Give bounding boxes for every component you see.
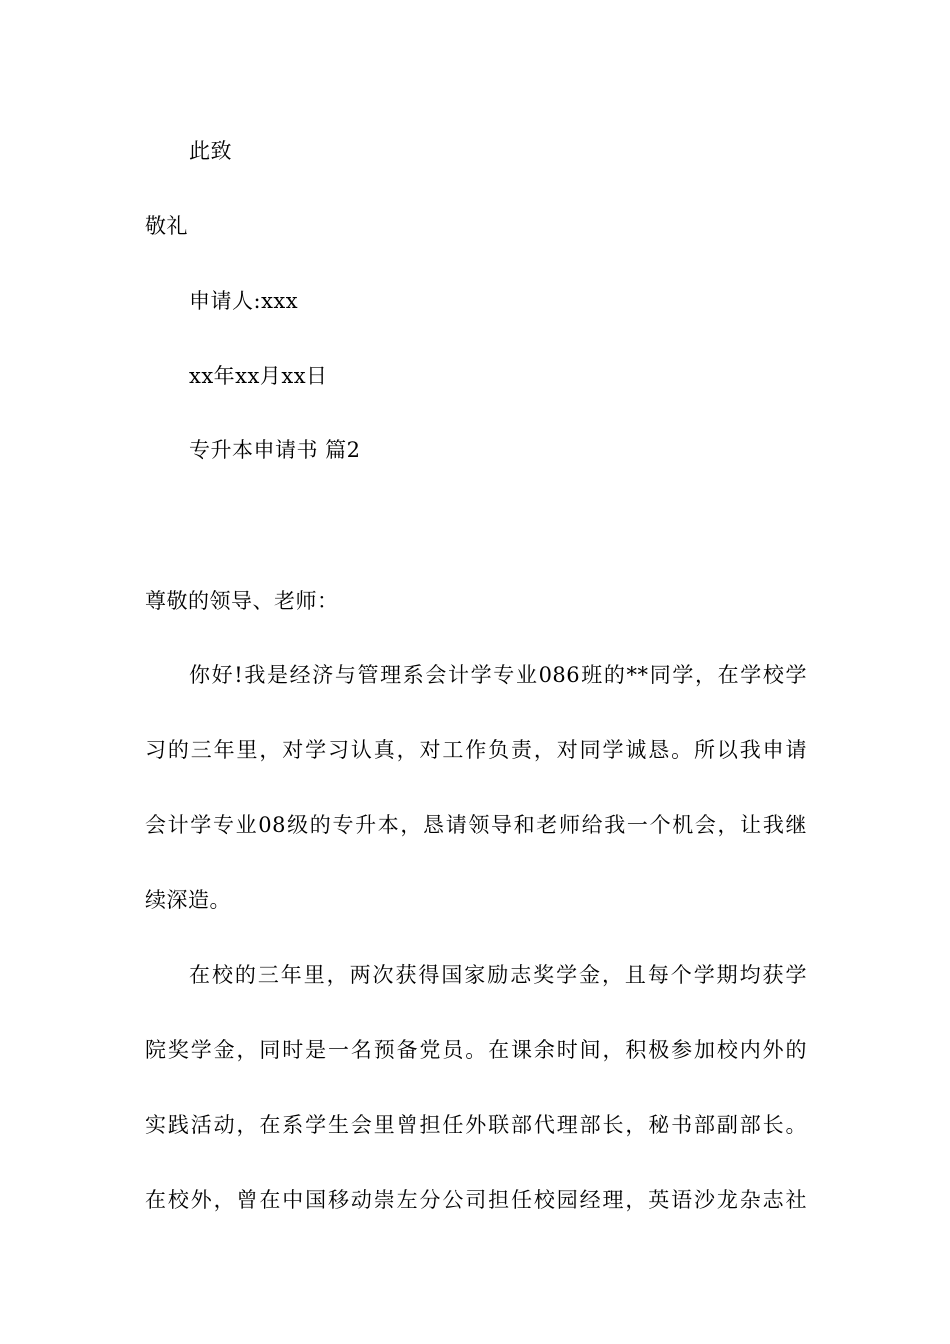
paragraph-1-line-1: 你好!我是经济与管理系会计学专业086班的**同学，在学校学 <box>189 663 807 687</box>
applicant-line: 申请人:xxx <box>189 289 299 313</box>
letter-closing: 此致 <box>189 139 232 163</box>
date-line: xx年xx月xx日 <box>189 364 328 388</box>
greeting: 尊敬的领导、老师： <box>145 589 339 613</box>
paragraph-2-line-1: 在校的三年里，两次获得国家励志奖学金，且每个学期均获学 <box>189 963 807 987</box>
letter-salutation-close: 敬礼 <box>145 214 188 238</box>
paragraph-2-line-3: 实践活动，在系学生会里曾担任外联部代理部长，秘书部副部长。 <box>145 1113 807 1137</box>
paragraph-1-line-3: 会计学专业08级的专升本，恳请领导和老师给我一个机会，让我继 <box>145 813 807 837</box>
paragraph-2-line-2: 院奖学金，同时是一名预备党员。在课余时间，积极参加校内外的 <box>145 1038 807 1062</box>
section-title: 专升本申请书 篇2 <box>189 438 361 462</box>
paragraph-1-line-2: 习的三年里，对学习认真，对工作负责，对同学诚恳。所以我申请 <box>145 738 807 762</box>
paragraph-1-line-4: 续深造。 <box>145 888 231 912</box>
paragraph-2-line-4: 在校外，曾在中国移动崇左分公司担任校园经理，英语沙龙杂志社 <box>145 1188 807 1212</box>
